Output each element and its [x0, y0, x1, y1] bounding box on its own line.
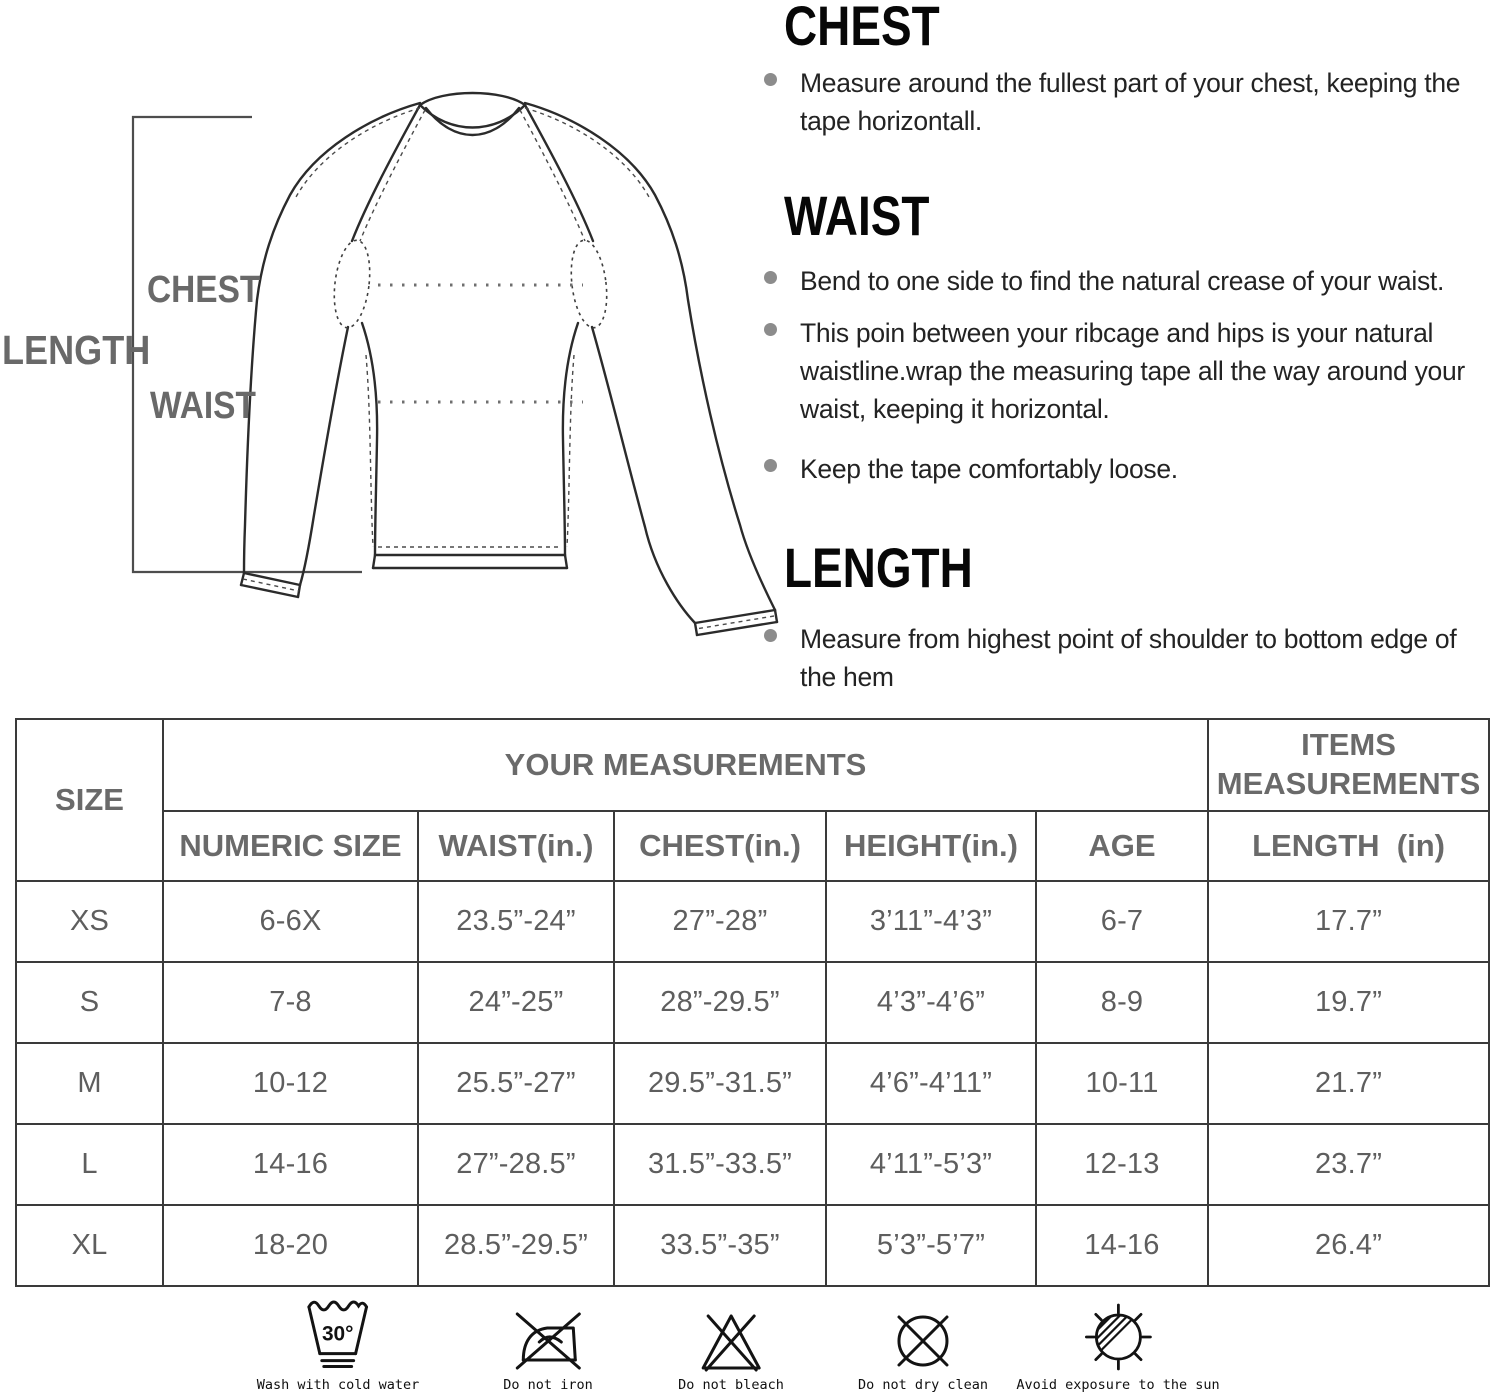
diagram-waist-label: WAIST [150, 385, 256, 427]
waist-bullet-1-text: Bend to one side to find the natural crease of your waist. [800, 266, 1445, 296]
care-label: Do not iron [503, 1376, 593, 1393]
cell-waist: 25.5”-27” [418, 1043, 614, 1124]
cell-chest: 27”-28” [614, 881, 826, 962]
care-instructions [0, 1296, 1500, 1392]
cell-numeric: 6-6X [163, 881, 418, 962]
chest-section-heading: CHEST [784, 0, 940, 57]
size-chart-table [15, 718, 1490, 1287]
cell-size: S [16, 962, 163, 1043]
care-label: Avoid exposure to the sun [1016, 1376, 1220, 1393]
col-header-waist: WAIST(in.) [418, 811, 614, 881]
cell-size: M [16, 1043, 163, 1124]
length-bullet-1-text: Measure from highest point of shoulder to bottom edge of the hem [800, 624, 1457, 692]
care-label: Do not dry clean [857, 1376, 989, 1393]
cell-size: L [16, 1124, 163, 1205]
length-bullet-1 [758, 620, 1498, 696]
table-row-m [16, 1043, 1489, 1124]
instructions-panel [758, 0, 1500, 710]
col-header-chest: CHEST(in.) [614, 811, 826, 881]
cell-age: 12-13 [1036, 1124, 1208, 1205]
cell-waist: 23.5”-24” [418, 881, 614, 962]
cell-size: XS [16, 881, 163, 962]
care-label: Do not bleach [678, 1376, 784, 1393]
cell-numeric: 10-12 [163, 1043, 418, 1124]
cell-numeric: 7-8 [163, 962, 418, 1043]
wash-cold-water-icon [304, 1296, 372, 1372]
cell-waist: 24”-25” [418, 962, 614, 1043]
shirt-diagram [0, 55, 810, 695]
cell-length: 17.7” [1208, 881, 1489, 962]
cell-length: 21.7” [1208, 1043, 1489, 1124]
cell-age: 10-11 [1036, 1043, 1208, 1124]
wash-temperature: 30° [322, 1322, 354, 1346]
cell-age: 6-7 [1036, 881, 1208, 962]
length-section-heading: LENGTH [784, 536, 973, 599]
col-header-numeric-size: NUMERIC SIZE [163, 811, 418, 881]
care-item-avoid-sun [1016, 1296, 1219, 1392]
length-bracket [133, 117, 362, 572]
bullet-dot-icon [764, 323, 777, 336]
cell-height: 4’3”-4’6” [826, 962, 1036, 1043]
group-header-your-measurements: YOUR MEASUREMENTS [163, 719, 1208, 811]
do-not-dry-clean-icon [892, 1310, 954, 1372]
bullet-dot-icon [764, 271, 777, 284]
cell-age: 8-9 [1036, 962, 1208, 1043]
care-item-do-not-dry-clean [858, 1296, 988, 1392]
waist-section-heading: WAIST [784, 184, 930, 247]
cell-length: 26.4” [1208, 1205, 1489, 1286]
avoid-sun-exposure-icon [1083, 1302, 1153, 1372]
table-row-xs [16, 881, 1489, 962]
cell-height: 4’6”-4’11” [826, 1043, 1036, 1124]
bullet-dot-icon [764, 629, 777, 642]
cell-numeric: 14-16 [163, 1124, 418, 1205]
table-row-l [16, 1124, 1489, 1205]
col-header-height: HEIGHT(in.) [826, 811, 1036, 881]
col-header-length: LENGTH (in) [1208, 811, 1489, 881]
care-item-wash-cold [257, 1296, 420, 1392]
cell-height: 5’3”-5’7” [826, 1205, 1036, 1286]
cell-waist: 27”-28.5” [418, 1124, 614, 1205]
cell-chest: 33.5”-35” [614, 1205, 826, 1286]
bullet-dot-icon [764, 459, 777, 472]
cell-waist: 28.5”-29.5” [418, 1205, 614, 1286]
waist-bullet-1 [758, 262, 1498, 300]
cell-age: 14-16 [1036, 1205, 1208, 1286]
cell-numeric: 18-20 [163, 1205, 418, 1286]
care-item-do-not-bleach [678, 1296, 784, 1392]
table-row-s [16, 962, 1489, 1043]
waist-bullet-3 [758, 450, 1498, 488]
diagram-chest-label: CHEST [147, 269, 261, 311]
cell-chest: 29.5”-31.5” [614, 1043, 826, 1124]
col-header-age: AGE [1036, 811, 1208, 881]
waist-bullet-3-text: Keep the tape comfortably loose. [800, 454, 1178, 484]
care-item-do-not-iron [503, 1296, 592, 1392]
cell-size: XL [16, 1205, 163, 1286]
cell-chest: 28”-29.5” [614, 962, 826, 1043]
do-not-bleach-icon [700, 1312, 762, 1372]
cell-height: 3’11”-4’3” [826, 881, 1036, 962]
cell-chest: 31.5”-33.5” [614, 1124, 826, 1205]
diagram-length-label: LENGTH [2, 327, 151, 373]
bullet-dot-icon [764, 73, 777, 86]
waist-bullet-2-text: This poin between your ribcage and hips is your natural waistline.wrap the measuring tape all the way around your waist, keeping it horizontal. [800, 318, 1465, 424]
care-label: Wash with cold water [256, 1376, 420, 1393]
waist-bullet-2 [758, 314, 1498, 428]
cell-height: 4’11”-5’3” [826, 1124, 1036, 1205]
cell-length: 19.7” [1208, 962, 1489, 1043]
group-header-items-measurements: ITEMS MEASUREMENTS [1208, 719, 1489, 811]
table-row-xl [16, 1205, 1489, 1286]
cell-length: 23.7” [1208, 1124, 1489, 1205]
chest-bullet-1-text: Measure around the fullest part of your chest, keeping the tape horizontall. [800, 68, 1461, 136]
chest-bullet-1 [758, 64, 1498, 140]
do-not-iron-icon [515, 1308, 581, 1372]
col-header-size: SIZE [16, 719, 163, 881]
